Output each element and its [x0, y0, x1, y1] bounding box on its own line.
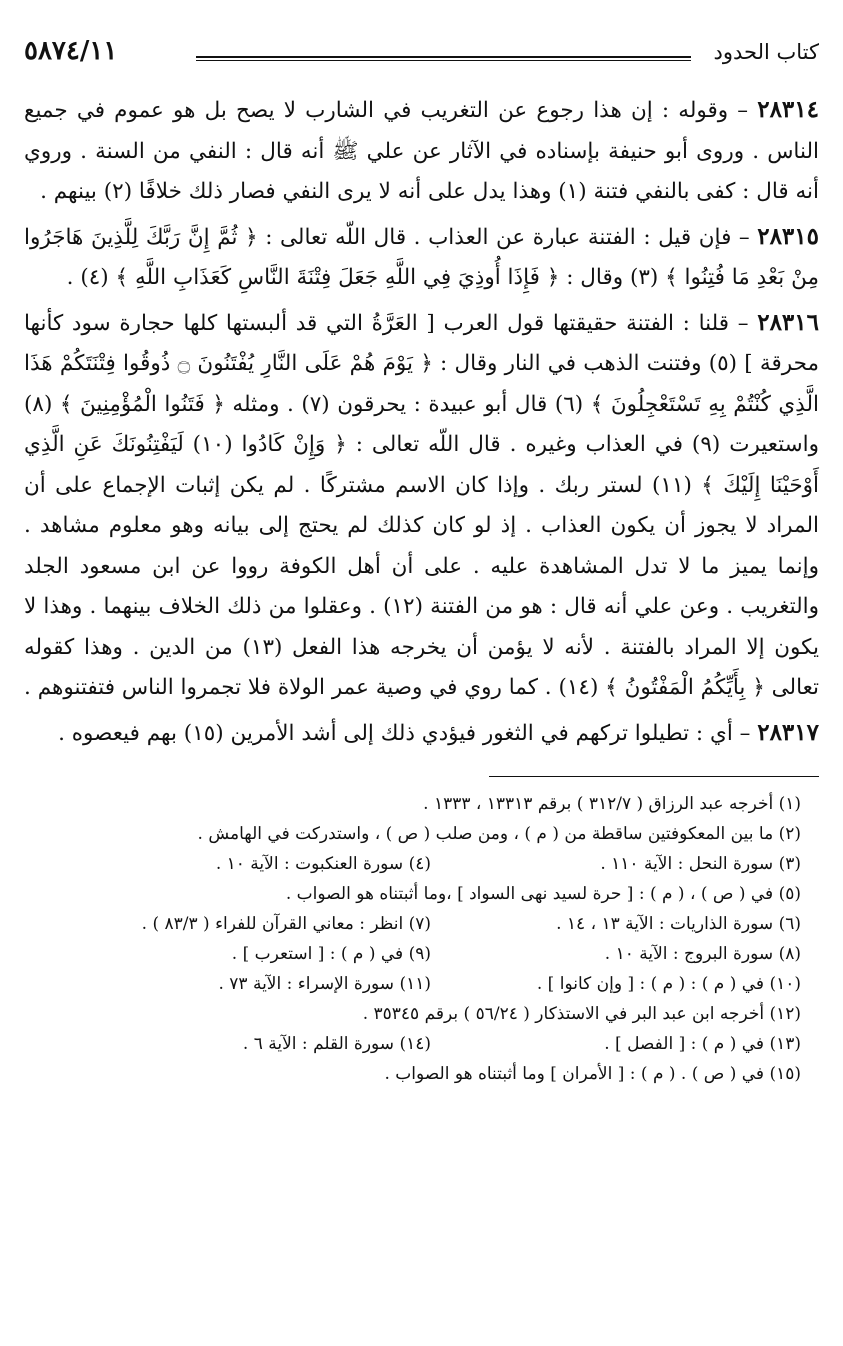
footnote-row [24, 879, 801, 909]
paragraph-text: – قلنا : الفتنة حقيقتها قول العرب [ العَرَّةُ التي قد ألبستها كلها حجارة سود كأنها محرقة ] (٥) وفتنت الذهب في النار وقال : ﴿ يَوْمَ هُمْ عَلَى النَّارِ يُفْتَنُونَ ۝ ذُوقُوا فِتْنَتَكُمْ هَذَا الَّذِي كُنْتُمْ بِهِ تَسْتَعْجِلُونَ ﴾ (٦) قال أبو عبيدة : يحرقون (٧) . ومثله ﴿ فَتَنُوا الْمُؤْمِنِينَ ﴾ (٨) واستعيرت (٩) في العذاب وغيره . قال اللّه تعالى : ﴿ وَإِنْ كَادُوا (١٠) لَيَفْتِنُونَكَ عَنِ الَّذِي أَوْحَيْنَا إِلَيْكَ ﴾ (١١) لستر ربك . وإذا كان الاسم مشتركًا . لم يكن إثبات الإجماع على أن المراد لا يجوز أن يكون العذاب . إذ لو كان كذلك لم يحتج إلى بيانه وهو معلوم مشاهد . وإنما يميز ما لا تدل المشاهدة عليه . على أن أهل الكوفة رووا عن ابن مسعود الجلد والتغريب . وعن علي أنه قال : هو من الفتنة (١٢) . وعقلوا من ذلك الخلاف بينهما . وهذا لا يكون إلا المراد بالفتنة . لأنه لا يؤمن أن يخرجه هذا الفعل (١٣) من الدين . وهذا كقوله تعالى ﴿ بِأَيِّكُمُ الْمَفْتُونُ ﴾ (١٤) . كما روي في وصية عمر الولاة فلا تجمروا الناس فتفتنوهم . [24, 310, 820, 700]
paragraph [24, 303, 819, 709]
footnote-row [24, 939, 801, 969]
paragraph [24, 217, 819, 299]
footnote: (٢) ما بين المعكوفتين ساقطة من ( م ) ، ومن صلب ( ص ) ، واستدركت في الهامش . [197, 824, 801, 844]
footnote-row [24, 1029, 801, 1059]
footnotes [24, 789, 819, 1089]
paragraph-number: ٢٨٣١٤ [757, 96, 819, 123]
paragraph-number: ٢٨٣١٥ [757, 222, 819, 250]
main-text [24, 90, 819, 754]
footnote-row [24, 849, 801, 879]
header-title: كتاب الحدود [713, 40, 819, 64]
footnote: (٥) في ( ص ) ، ( م ) : [ حرة لسيد نهى السواد ] ،وما أثبتناه هو الصواب . [285, 884, 801, 904]
footnote: (١٢) أخرجه ابن عبد البر في الاستذكار ( ٥٦/٢٤ ) برقم ٣٥٣٤٥ . [362, 1004, 801, 1024]
footnote: (١٥) في ( ص ) . ( م ) : [ الأمران ] وما أثبتناه هو الصواب . [384, 1064, 801, 1084]
header-rule [196, 56, 691, 61]
footnote: (١) أخرجه عبد الرزاق ( ٣١٢/٧ ) برقم ١٣٣١٣ ، ١٣٣٣ . [423, 794, 801, 814]
page-header [24, 30, 819, 76]
paragraph-text: – أي : تطيلوا تركهم في الثغور فيؤدي ذلك إلى أشد الأمرين (١٥) بهم فيعصوه . [58, 720, 758, 746]
footnote: (٣) سورة النحل : الآية ١١٠ . [600, 854, 801, 874]
footnote-row [24, 969, 801, 999]
footnote-row [24, 909, 801, 939]
paragraph-text: – وقوله : إن هذا رجوع عن التغريب في الشارب لا يصح بل هو عموم في جميع الناس . وروى أبو حنيفة بإسناده في الآثار عن علي ﷺ أنه قال : النفي من السنة . وروي أنه قال : كفى بالنفي فتنة (١) وهذا يدل على أنه لا يرى النفي فصار ذلك خلافًا (٢) بينهم . [24, 98, 819, 204]
footnote: (١٣) في ( م ) : [ الفصل ] . [604, 1034, 801, 1054]
footnote: (٨) سورة البروج : الآية ١٠ . [604, 944, 801, 964]
footnote: (٤) سورة العنكبوت : الآية ١٠ . [215, 854, 431, 874]
paragraph [24, 90, 819, 213]
paragraph-text: – فإن قيل : الفتنة عبارة عن العذاب . قال اللّه تعالى : ﴿ ثُمَّ إِنَّ رَبَّكَ لِلَّذِينَ هَاجَرُوا مِنْ بَعْدِ مَا فُتِنُوا ﴾ (٣) وقال : ﴿ فَإِذَا أُوذِيَ فِي اللَّهِ جَعَلَ فِتْنَةَ النَّاسِ كَعَذَابِ اللَّهِ ﴾ (٤) . [24, 224, 819, 290]
paragraph [24, 713, 819, 755]
footnote: (١٠) في ( م ) : ( م ) : [ وإن كانوا ] . [536, 974, 801, 994]
footnote-row [24, 999, 801, 1029]
footnote-row [24, 789, 801, 819]
footnote-row [24, 819, 801, 849]
footnote-row [24, 1059, 801, 1089]
paragraph-number: ٢٨٣١٧ [757, 718, 819, 746]
book-page [24, 30, 819, 1089]
page-number: ٥٨٧٤/١١ [24, 36, 118, 66]
footnote: (٧) انظر : معاني القرآن للفراء ( ٨٣/٣ ) . [141, 914, 431, 934]
footnote: (٦) سورة الذاريات : الآية ١٣ ، ١٤ . [556, 914, 801, 934]
footnote: (٩) في ( م ) : [ استعرب ] . [231, 944, 431, 964]
footnote: (١٤) سورة القلم : الآية ٦ . [242, 1034, 431, 1054]
footnote: (١١) سورة الإسراء : الآية ٧٣ . [218, 974, 431, 994]
footnote-separator [489, 776, 819, 777]
paragraph-number: ٢٨٣١٦ [757, 308, 819, 336]
